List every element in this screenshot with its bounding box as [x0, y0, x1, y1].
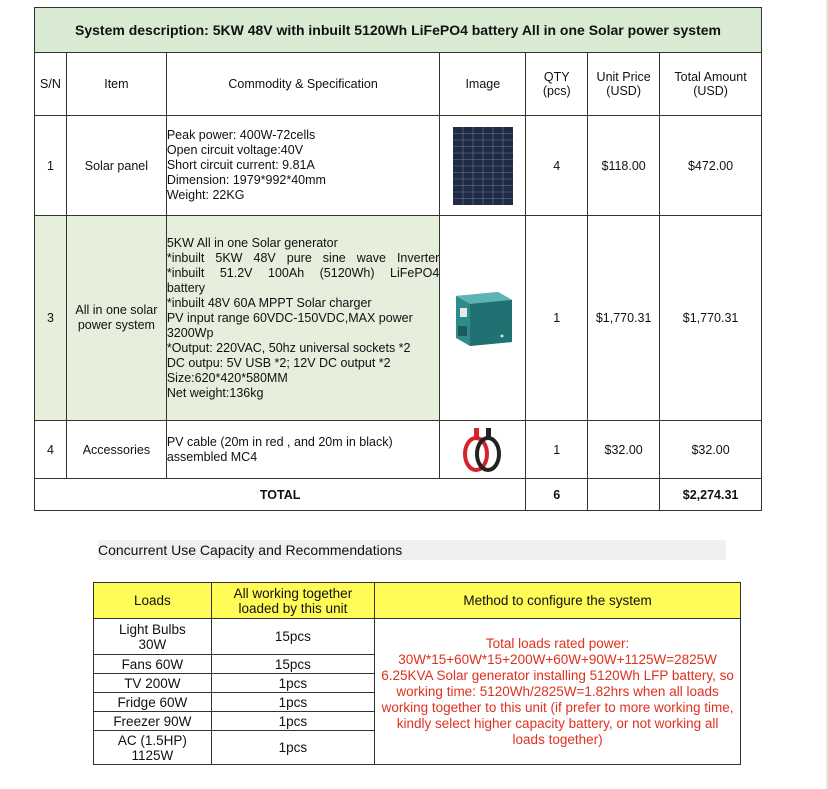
spec-line: Dimension: 1979*992*40mm	[166, 173, 326, 187]
row-total: $472.00	[660, 116, 762, 216]
row-unit-price: $1,770.31	[588, 216, 660, 421]
spec-line: 5KW All in one Solar generator	[166, 235, 338, 250]
spec-line: Weight: 22KG	[166, 188, 245, 202]
header-together: All working together loaded by this unit	[211, 583, 374, 619]
row-qty: 1	[526, 421, 588, 479]
spec-line: Net weight:136kg	[166, 385, 264, 400]
row-qty: 1	[526, 216, 588, 421]
row-sn: 3	[35, 216, 67, 421]
spec-line: PV cable (20m in red , and 20m in black)	[166, 434, 393, 449]
row-total: $32.00	[660, 421, 762, 479]
loads-header-row	[94, 583, 741, 619]
header-item: Item	[66, 53, 166, 116]
header-total: Total Amount (USD)	[660, 53, 762, 116]
spec-line: Short circuit current: 9.81A	[166, 158, 315, 172]
row-image	[440, 116, 526, 216]
spec-line: 3200Wp	[166, 325, 214, 340]
section-title: Concurrent Use Capacity and Recommendations	[98, 540, 726, 560]
row-item: All in one solar power system	[66, 216, 166, 421]
total-qty: 6	[526, 479, 588, 511]
header-image: Image	[440, 53, 526, 116]
header-method: Method to configure the system	[375, 583, 741, 619]
row-image	[440, 421, 526, 479]
power-system-image	[450, 288, 516, 348]
cable-image	[460, 426, 506, 474]
spec-line: *inbuilt 48V 60A MPPT Solar charger	[166, 295, 372, 310]
load-qty: 1pcs	[211, 712, 374, 731]
loads-table	[93, 582, 741, 765]
row-unit-price: $118.00	[588, 116, 660, 216]
spec-line: *Output: 220VAC, 50hz universal sockets *2	[166, 340, 411, 355]
row-sn: 1	[35, 116, 67, 216]
load-name: Freezer 90W	[94, 712, 212, 731]
load-qty: 15pcs	[211, 619, 374, 655]
row-spec	[166, 116, 440, 216]
table-row	[94, 619, 741, 655]
row-total: $1,770.31	[660, 216, 762, 421]
table-row	[35, 216, 762, 421]
solar-panel-image	[453, 127, 513, 205]
quote-header-row	[35, 53, 762, 116]
load-name: TV 200W	[94, 674, 212, 693]
row-spec	[166, 216, 440, 421]
total-label: TOTAL	[35, 479, 526, 511]
spec-line: *inbuilt 51.2V 100Ah (5120Wh) LiFePO4	[166, 265, 440, 280]
row-spec	[166, 421, 440, 479]
load-name: Fridge 60W	[94, 693, 212, 712]
total-amount: $2,274.31	[660, 479, 762, 511]
load-qty: 1pcs	[211, 674, 374, 693]
row-unit-price: $32.00	[588, 421, 660, 479]
spec-line: PV input range 60VDC-150VDC,MAX power	[166, 310, 413, 325]
header-sn: S/N	[35, 53, 67, 116]
spec-line: Peak power: 400W-72cells	[166, 128, 316, 142]
spec-line: Open circuit voltage:40V	[166, 143, 304, 157]
method-text: Total loads rated power: 30W*15+60W*15+200W+60W+90W+1125W=2825W 6.25KVA Solar generator installing 5120Wh LFP battery, so working time: 5120Wh/2825W=1.82hrs when all loads working together to this unit (if prefer to more working time, kindly select higher capacity battery, or not working all loads together)	[375, 619, 741, 765]
load-qty: 1pcs	[211, 693, 374, 712]
row-item: Solar panel	[66, 116, 166, 216]
quotation-table	[34, 7, 762, 511]
header-qty: QTY (pcs)	[526, 53, 588, 116]
total-blank	[588, 479, 660, 511]
spec-line: battery	[166, 280, 206, 295]
row-sn: 4	[35, 421, 67, 479]
spec-line: DC outpu: 5V USB *2; 12V DC output *2	[166, 355, 391, 370]
total-row	[35, 479, 762, 511]
load-qty: 1pcs	[211, 731, 374, 765]
row-item: Accessories	[66, 421, 166, 479]
load-name: AC (1.5HP) 1125W	[94, 731, 212, 765]
header-loads: Loads	[94, 583, 212, 619]
quote-title: System description: 5KW 48V with inbuilt 5120Wh LiFePO4 battery All in one Solar power system	[35, 8, 762, 53]
header-unit-price: Unit Price (USD)	[588, 53, 660, 116]
spec-line: Size:620*420*580MM	[166, 370, 288, 385]
spec-line: assembled MC4	[166, 449, 258, 464]
table-row	[35, 421, 762, 479]
load-name: Fans 60W	[94, 655, 212, 674]
header-spec: Commodity & Specification	[166, 53, 440, 116]
spec-line: *inbuilt 5KW 48V pure sine wave Inverter	[166, 250, 440, 265]
load-qty: 15pcs	[211, 655, 374, 674]
row-image	[440, 216, 526, 421]
load-name: Light Bulbs 30W	[94, 619, 212, 655]
table-row	[35, 116, 762, 216]
row-qty: 4	[526, 116, 588, 216]
